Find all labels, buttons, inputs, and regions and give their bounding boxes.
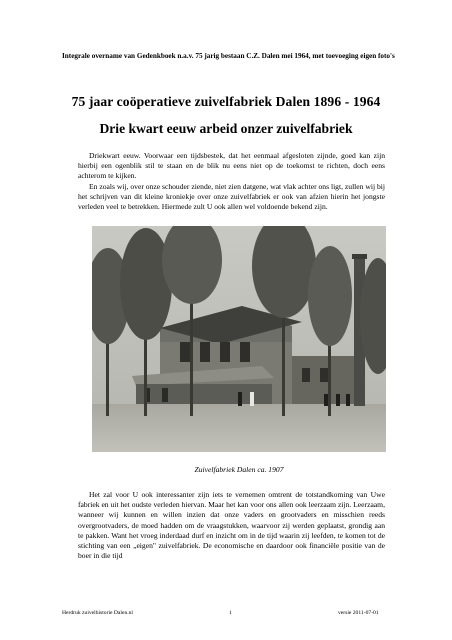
footer-page-number: 1 (229, 610, 232, 616)
factory-photo-illustration (92, 226, 386, 452)
paragraph-1: Driekwart eeuw. Voorwaar een tijdsbestek, dat het eenmaal afgesloten zijnde, goed kan zijn hierbij een ogenblik stil te staan en de blik nu eens niet op de toekomst te richten, doch eens achterom te kijken. (78, 151, 385, 181)
footer-source: Herdruk zuivelhistorie Dalen.nl (62, 610, 133, 616)
header-note: Integrale overname van Gedenkboek n.a.v. 75 jarig bestaan C.Z. Dalen mei 1964, met toevoeging eigen foto's (62, 52, 395, 60)
intro-paragraphs (78, 151, 385, 212)
body-paragraph (78, 490, 385, 561)
factory-photo (92, 226, 386, 452)
footer-version: versie 2011-07-01 (338, 610, 379, 616)
document-title: 75 jaar coöperatieve zuivelfabriek Dalen 1896 - 1964 (71, 94, 381, 109)
photo-caption: Zuivelfabriek Dalen ca. 1907 (194, 465, 284, 474)
paragraph-3: Het zal voor U ook interessanter zijn iets te vernemen omtrent de totstandkoming van Uwe fabriek en uit het oudste verleden hiervan. Maar het kan voor ons allen ook leerzaam zijn. Leerzaam, wanneer wij kunnen en willen inzien dat onze vaders en grootvaders en misschien reeds overgrootvaders, de moed hadden om de vraagstukken, waarvoor zij werden geplaatst, grondig aan te pakken. Want het vroeg inderdaad durf en inzicht om in de tijd waarin zij leefden, te komen tot de stichting van een „eigen" zuivelfabriek. De economische en daardoor ook financiële positie van de boer in die tijd (78, 490, 385, 561)
document-subtitle: Drie kwart eeuw arbeid onzer zuivelfabriek (99, 121, 353, 136)
paragraph-2: En zoals wij, over onze schouder ziende, niet zien datgene, wat vlak achter ons ligt, zullen wij bij het schrijven van dit kleine kroniekje over onze zuivelfabriek er ook van afzien hierin het jongste verleden veel te betrekken. Hiermede zult U ook allen wel voldoende bekend zijn. (78, 181, 385, 212)
